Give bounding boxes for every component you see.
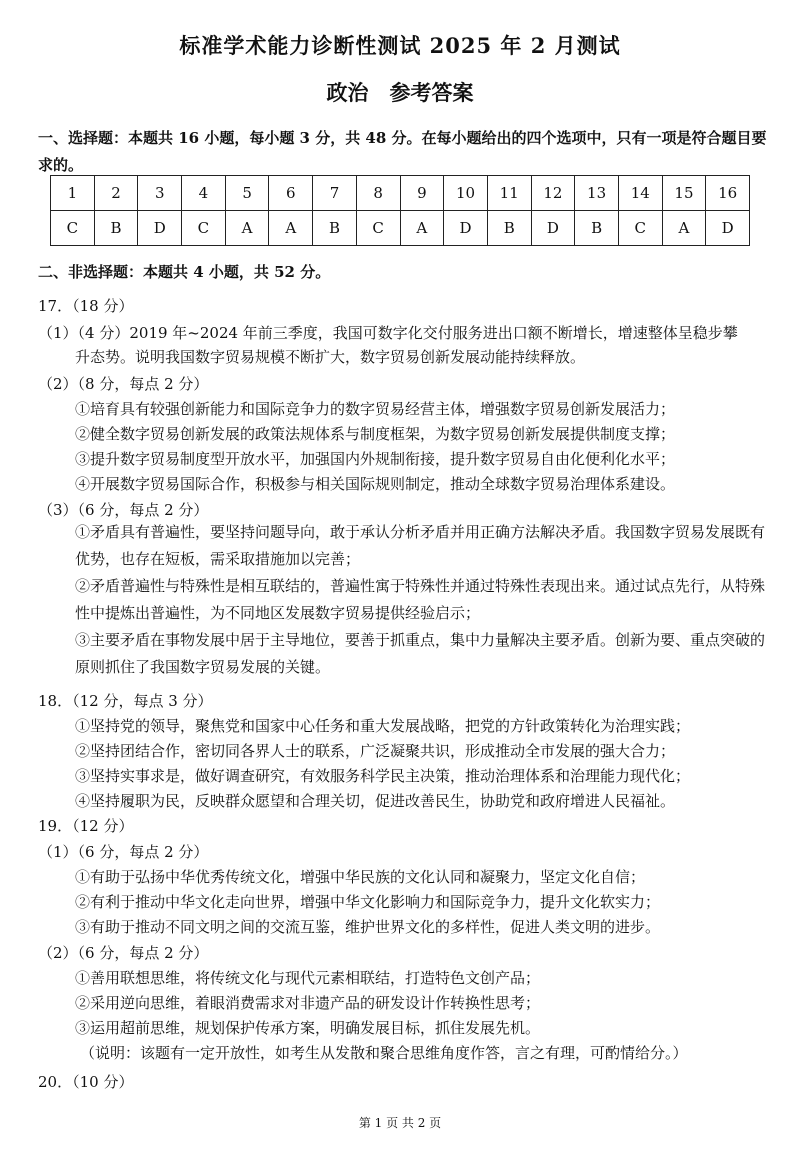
q19-part2-item: ①善用联想思维，将传统文化与现代元素相联结，打造特色文创产品； bbox=[75, 969, 541, 987]
q17-part2-item: ②健全数字贸易创新发展的政策法规体系与制度框架，为数字贸易创新发展提供制度支撑； bbox=[75, 425, 676, 443]
q17-label: 17．（18 分） bbox=[38, 297, 134, 315]
page-title: 标准学术能力诊断性测试 2025 年 2 月测试 bbox=[179, 33, 621, 58]
question-number: 5 bbox=[225, 176, 269, 211]
q17-part1-continuation: 升态势。说明我国数字贸易规模不断扩大，数字贸易创新发展动能持续释放。 bbox=[75, 348, 586, 366]
q19-part1-head: （1）（6 分，每点 2 分） bbox=[38, 843, 209, 861]
answer-cell: C bbox=[356, 211, 400, 246]
q19-part2-item: ③运用超前思维，规划保护传承方案，明确发展目标，抓住发展先机。 bbox=[75, 1019, 541, 1037]
q17-part2-head: （2）（8 分，每点 2 分） bbox=[38, 375, 209, 393]
q18-item: ③坚持实事求是，做好调查研究，有效服务科学民主决策，推动治理体系和治理能力现代化； bbox=[75, 767, 691, 785]
q18-label: 18．（12 分，每点 3 分） bbox=[38, 692, 213, 710]
q18-item: ④坚持履职为民，反映群众愿望和合理关切，促进改善民生，协助党和政府增进人民福祉。 bbox=[75, 792, 676, 810]
answer-cell: A bbox=[662, 211, 706, 246]
answer-cell: D bbox=[138, 211, 182, 246]
question-number: 16 bbox=[706, 176, 750, 211]
q19-part2-head: （2）（6 分，每点 2 分） bbox=[38, 944, 209, 962]
question-number: 10 bbox=[444, 176, 488, 211]
q17-part3-item: ③主要矛盾在事物发展中居于主导地位，要善于抓重点，集中力量解决主要矛盾。创新为要、重点突破的原则抓住了我国数字贸易发展的关键。 bbox=[75, 631, 766, 676]
answer-cell: A bbox=[225, 211, 269, 246]
q20-label: 20．（10 分） bbox=[38, 1073, 134, 1091]
q19-part1-item: ③有助于推动不同文明之间的交流互鉴，维护世界文化的多样性，促进人类文明的进步。 bbox=[75, 918, 661, 936]
answer-cell: B bbox=[487, 211, 531, 246]
question-number: 15 bbox=[662, 176, 706, 211]
question-number: 8 bbox=[356, 176, 400, 211]
question-number: 7 bbox=[313, 176, 357, 211]
answer-row bbox=[51, 211, 750, 246]
answer-cell: D bbox=[444, 211, 488, 246]
question-number: 12 bbox=[531, 176, 575, 211]
answer-cell: A bbox=[269, 211, 313, 246]
answer-cell: B bbox=[94, 211, 138, 246]
q18-item: ②坚持团结合作，密切同各界人士的联系，广泛凝聚共识，形成推动全市发展的强大合力； bbox=[75, 742, 676, 760]
page-footer: 第 1 页 共 2 页 bbox=[358, 1116, 442, 1130]
answer-cell: D bbox=[531, 211, 575, 246]
section2-heading: 二、非选择题：本题共 4 小题，共 52 分。 bbox=[38, 263, 331, 281]
q17-part3-head: （3）（6 分，每点 2 分） bbox=[38, 501, 209, 519]
q17-part2-item: ①培育具有较强创新能力和国际竞争力的数字贸易经营主体，增强数字贸易创新发展活力； bbox=[75, 400, 676, 418]
question-number: 4 bbox=[182, 176, 226, 211]
answer-cell: C bbox=[618, 211, 662, 246]
answer-cell: C bbox=[182, 211, 226, 246]
q17-part3-item: ②矛盾普遍性与特殊性是相互联结的，普遍性寓于特殊性并通过特殊性表现出来。通过试点先行，从特殊性中提炼出普遍性，为不同地区发展数字贸易提供经验启示； bbox=[75, 577, 766, 622]
q19-note: （说明：该题有一定开放性，如考生从发散和聚合思维角度作答，言之有理，可酌情给分。） bbox=[80, 1044, 688, 1062]
answer-cell: D bbox=[706, 211, 750, 246]
answer-table bbox=[50, 175, 750, 246]
section1-heading: 一、选择题：本题共 16 小题，每小题 3 分，共 48 分。在每小题给出的四个选项中，只有一项是符合题目要求的。 bbox=[38, 129, 767, 174]
question-number: 13 bbox=[575, 176, 619, 211]
q18-item: ①坚持党的领导，聚焦党和国家中心任务和重大发展战略，把党的方针政策转化为治理实践； bbox=[75, 717, 691, 735]
answer-cell: A bbox=[400, 211, 444, 246]
q17-part1-head: （1）（4 分）2019 年~2024 年前三季度，我国可数字化交付服务进出口额不断增长，增速整体呈稳步攀 bbox=[38, 324, 738, 342]
q19-label: 19．（12 分） bbox=[38, 817, 134, 835]
q19-part2-item: ②采用逆向思维，着眼消费需求对非遗产品的研发设计作转换性思考； bbox=[75, 994, 541, 1012]
question-number: 1 bbox=[51, 176, 95, 211]
q17-part2-item: ③提升数字贸易制度型开放水平，加强国内外规制衔接，提升数字贸易自由化便利化水平； bbox=[75, 450, 676, 468]
q19-part1-item: ①有助于弘扬中华优秀传统文化，增强中华民族的文化认同和凝聚力，坚定文化自信； bbox=[75, 868, 646, 886]
question-number-row bbox=[51, 176, 750, 211]
question-number: 3 bbox=[138, 176, 182, 211]
question-number: 2 bbox=[94, 176, 138, 211]
question-number: 6 bbox=[269, 176, 313, 211]
answer-cell: B bbox=[575, 211, 619, 246]
question-number: 11 bbox=[487, 176, 531, 211]
question-number: 14 bbox=[618, 176, 662, 211]
question-number: 9 bbox=[400, 176, 444, 211]
q17-part2-item: ④开展数字贸易国际合作，积极参与相关国际规则制定，推动全球数字贸易治理体系建设。 bbox=[75, 475, 676, 493]
q19-part1-item: ②有利于推动中华文化走向世界，增强中华文化影响力和国际竞争力，提升文化软实力； bbox=[75, 893, 661, 911]
answer-cell: C bbox=[51, 211, 95, 246]
answer-cell: B bbox=[313, 211, 357, 246]
q17-part3-item: ①矛盾具有普遍性，要坚持问题导向，敢于承认分析矛盾并用正确方法解决矛盾。我国数字贸易发展既有优势，也存在短板，需采取措施加以完善； bbox=[75, 523, 766, 568]
page-subtitle: 政治 参考答案 bbox=[326, 80, 474, 105]
